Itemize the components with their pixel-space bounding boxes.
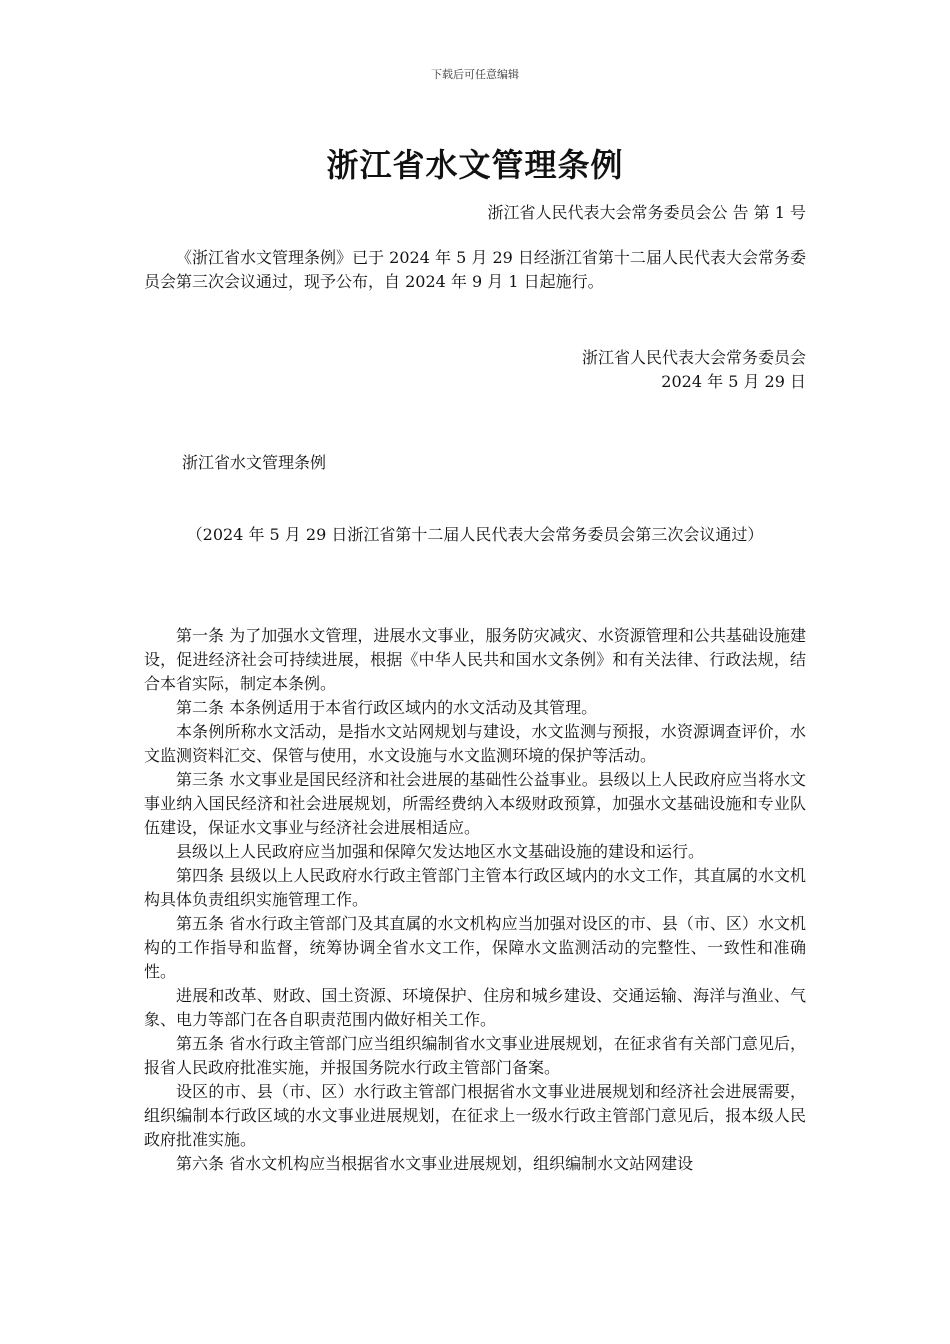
articles-section <box>144 624 806 1176</box>
article-paragraph: 第二条 本条例适用于本省行政区域内的水文活动及其管理。 <box>176 698 598 717</box>
article-paragraph: 进展和改革、财政、国土资源、环境保护、住房和城乡建设、交通运输、海洋与渔业、气象、电力等部门在各自职责范围内做好相关工作。 <box>144 986 806 1029</box>
adoption-note: （2024 年 5 月 29 日浙江省第十二届人民代表大会常务委员会第三次会议通过） <box>186 525 764 544</box>
article-paragraph: 第六条 省水文机构应当根据省水文事业进展规划，组织编制水文站网建设 <box>176 1154 694 1173</box>
announcement-body: 《浙江省水文管理条例》已于 2024 年 5 月 29 日经浙江省第十二届人民代表大会常务委员会第三次会议通过，现予公布，自 2024 年 9 月 1 日起施行。 <box>144 248 806 291</box>
announcement-number: 浙江省人民代表大会常务委员会公 告 第 1 号 <box>487 203 806 222</box>
regulation-subtitle: 浙江省水文管理条例 <box>182 453 327 472</box>
article-paragraph: 县级以上人民政府应当加强和保障欠发达地区水文基础设施的建设和运行。 <box>176 842 705 861</box>
article-paragraph: 第五条 省水行政主管部门应当组织编制省水文事业进展规划，在征求省有关部门意见后，报省人民政府批准实施，并报国务院水行政主管部门备案。 <box>144 1034 806 1077</box>
signature-block <box>582 346 806 394</box>
article-paragraph: 第一条 为了加强水文管理，进展水文事业，服务防灾减灾、水资源管理和公共基础设施建设，促进经济社会可持续进展，根据《中华人民共和国水文条例》和有关法律、行政法规，结合本省实际，制定本条例。 <box>144 626 806 693</box>
article-paragraph: 第五条 省水行政主管部门及其直属的水文机构应当加强对设区的市、县（市、区）水文机构的工作指导和监督，统筹协调全省水文工作，保障水文监测活动的完整性、一致性和准确性。 <box>144 914 806 981</box>
article-paragraph: 设区的市、县（市、区）水行政主管部门根据省水文事业进展规划和经济社会进展需要，组织编制本行政区域的水文事业进展规划，在征求上一级水行政主管部门意见后，报本级人民政府批准实施。 <box>144 1082 806 1149</box>
document-title: 浙江省水文管理条例 <box>326 146 624 184</box>
article-paragraph: 第四条 县级以上人民政府水行政主管部门主管本行政区域内的水文工作，其直属的水文机构具体负责组织实施管理工作。 <box>144 866 806 909</box>
article-paragraph: 第三条 水文事业是国民经济和社会进展的基础性公益事业。县级以上人民政府应当将水文事业纳入国民经济和社会进展规划，所需经费纳入本级财政预算，加强水文基础设施和专业队伍建设，保证水文事业与经济社会进展相适应。 <box>144 770 806 837</box>
header-note: 下载后可任意编辑 <box>431 68 519 81</box>
article-paragraph: 本条例所称水文活动，是指水文站网规划与建设，水文监测与预报，水资源调查评价，水文监测资料汇交、保管与使用，水文设施与水文监测环境的保护等活动。 <box>144 722 806 765</box>
signature-org: 浙江省人民代表大会常务委员会 <box>581 348 806 367</box>
signature-date: 2024 年 5 月 29 日 <box>661 372 806 391</box>
